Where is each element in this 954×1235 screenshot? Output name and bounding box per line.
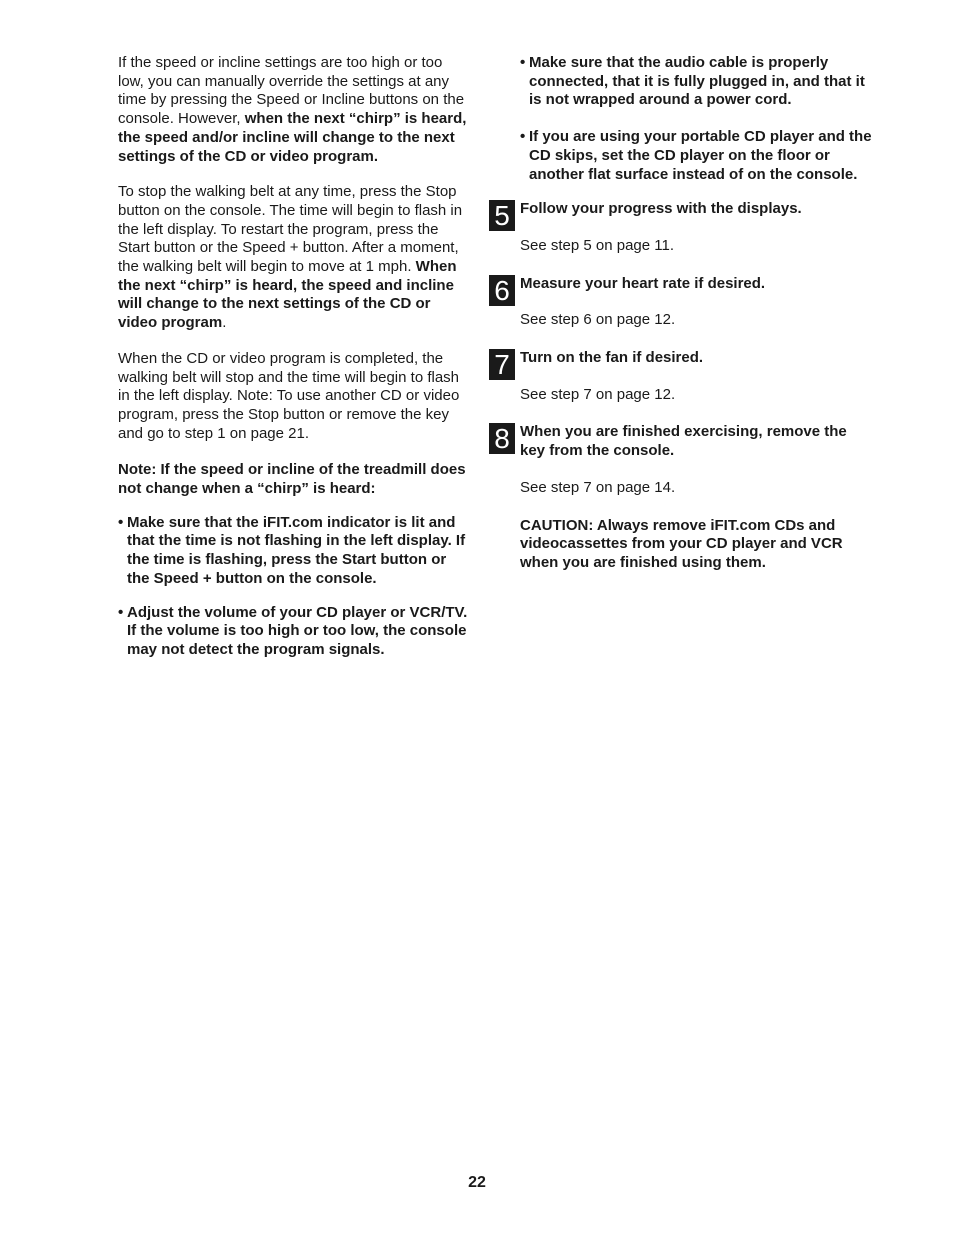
bullet-dot: • xyxy=(118,513,124,531)
step-number-badge: 7 xyxy=(489,349,515,380)
bullet-cd-skips xyxy=(520,128,874,184)
step-7 xyxy=(489,349,874,404)
bullet-text: Make sure that the audio cable is properly connected, that it is fully plugged in, and that it is not wrapped around a power cord. xyxy=(529,54,865,109)
step-number-badge: 6 xyxy=(489,275,515,306)
step-5 xyxy=(489,200,874,255)
step-8 xyxy=(489,423,874,497)
bullet-text: Make sure that the iFIT.com indicator is lit and that the time is not flashing in the left display. If the time is flashing, press the Start button or the Speed + button on the console. xyxy=(127,513,466,587)
step-number-badge: 5 xyxy=(489,200,515,231)
step-6 xyxy=(489,275,874,330)
stop-belt-text: To stop the walking belt at any time, press the Stop button on the console. The time will begin to flash in the left display. To restart the program, press the Start button or the Speed + button. After a moment, the walking belt will begin to move at 1 mph. xyxy=(118,183,463,276)
step-number-badge: 8 xyxy=(489,423,515,454)
step-reference: See step 7 on page 14. xyxy=(520,478,676,496)
override-bold-text: when the next “chirp” is heard, the speed and/or incline will change to the next settings of the CD or video program. xyxy=(118,110,467,165)
bullet-text: If you are using your portable CD player and the CD skips, set the CD player on the floor or another flat surface instead of on the console. xyxy=(529,128,872,183)
override-paragraph xyxy=(118,54,470,166)
override-text: If the speed or incline settings are too high or too low, you can manually override the settings at any time by pressing the Speed or Incline buttons on the console. However, xyxy=(118,54,465,128)
stop-belt-paragraph xyxy=(118,183,470,333)
stop-belt-bold-text: When the next “chirp” is heard, the speed and incline will change to the next settings of the CD or video program xyxy=(118,258,457,332)
bullet-dot: • xyxy=(118,603,124,621)
left-column xyxy=(118,54,470,675)
program-complete-paragraph: When the CD or video program is completed, the walking belt will stop and the time will begin to flash in the left display. Note: To use another CD or video program, press the Stop button or remove the key and go to step 1 on page 21. xyxy=(118,349,460,442)
right-column xyxy=(489,54,874,573)
step-heading: When you are finished exercising, remove the key from the console. xyxy=(520,423,847,460)
right-bullet-list xyxy=(489,54,874,184)
step-heading: Follow your progress with the displays. xyxy=(520,200,802,218)
bullet-indicator-check xyxy=(118,514,470,589)
page-number: 22 xyxy=(468,1174,486,1191)
bullet-dot: • xyxy=(520,54,526,71)
step-heading: Measure your heart rate if desired. xyxy=(520,274,766,292)
step-reference: See step 6 on page 12. xyxy=(520,311,676,329)
bullet-volume-adjust xyxy=(118,604,470,660)
stop-belt-tail: . xyxy=(222,314,227,332)
step-reference: See step 5 on page 11. xyxy=(520,236,675,254)
bullet-audio-cable xyxy=(520,54,874,110)
step-heading: Turn on the fan if desired. xyxy=(520,349,704,367)
bullet-text: Adjust the volume of your CD player or VCR/TV. If the volume is too high or too low, the console may not detect the program signals. xyxy=(127,603,468,658)
bullet-dot: • xyxy=(520,128,526,146)
step-reference: See step 7 on page 12. xyxy=(520,385,676,403)
caution-note: CAUTION: Always remove iFIT.com CDs and videocassettes from your CD player and VCR when you are finished using them. xyxy=(520,516,843,571)
chirp-note: Note: If the speed or incline of the treadmill does not change when a “chirp” is heard: xyxy=(118,461,466,498)
